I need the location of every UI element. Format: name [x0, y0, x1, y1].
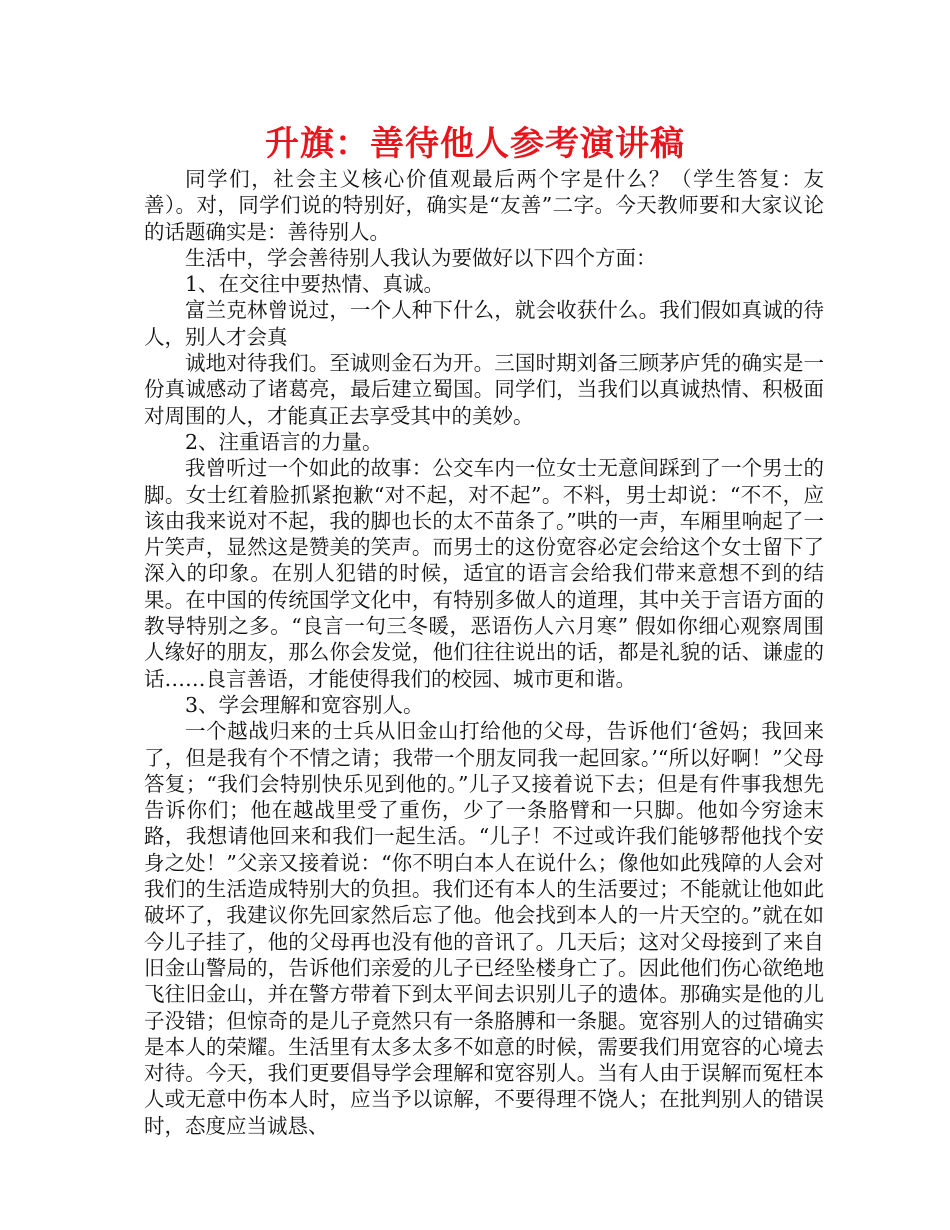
document-body	[144, 166, 824, 1139]
paragraph-franklin: 富兰克林曾说过，一个人种下什么，就会收获什么。我们假如真诚的待人，别人才会真	[144, 298, 824, 349]
paragraph-sincerity: 诚地对待我们。至诚则金石为开。三国时期刘备三顾茅庐凭的确实是一份真诚感动了诸葛亮，最后建立蜀国。同学们，当我们以真诚热情、积极面对周围的人，才能真正去享受其中的美妙。	[144, 351, 824, 428]
paragraph-intro: 同学们，社会主义核心价值观最后两个字是什么？（学生答复：友善）。对，同学们说的特别好，确实是“友善”二字。今天教师要和大家议论的话题确实是：善待别人。	[144, 167, 824, 244]
heading-point-1: 1、在交往中要热情、真诚。	[185, 272, 445, 297]
paragraph-four-aspects: 生活中，学会善待别人我认为要做好以下四个方面：	[185, 245, 657, 270]
document-title: 升旗：善待他人参考演讲稿	[265, 124, 685, 164]
heading-point-3: 3、学会理解和宽容别人。	[185, 692, 424, 717]
heading-point-2: 2、注重语言的力量。	[185, 429, 383, 454]
paragraph-soldier-story: 一个越战归来的士兵从旧金山打给他的父母，告诉他们‘爸妈；我回来了，但是我有个不情之请；我带一个朋友同我一起回家。’“所以好啊！”父母答复；“我们会特别快乐见到他的。”儿子又接着说下去；但是有件事我想先告诉你们；他在越战里受了重伤，少了一条胳臂和一只脚。他如今穷途末路，我想请他回来和我们一起生活。“儿子！不过或许我们能够帮他找个安身之处！”父亲又接着说：“你不明白本人在说什么；像他如此残障的人会对我们的生活造成特别大的负担。我们还有本人的生活要过；不能就让他如此破坏了，我建议你先回家然后忘了他。他会找到本人的一片天空的。”就在如今儿子挂了，他的父母再也没有他的音讯了。几天后；这对父母接到了来自旧金山警局的，告诉他们亲爱的儿子已经坠楼身亡了。因此他们伤心欲绝地飞往旧金山，并在警方带着下到太平间去识别儿子的遗体。那确实是他的儿子没错；但惊奇的是儿子竟然只有一条胳膊和一条腿。宽容别人的过错确实是本人的荣耀。生活里有太多太多不如意的时候，需要我们用宽容的心境去对待。今天，我们更要倡导学会理解和宽容别人。当有人由于误解而冤枉本人或无意中伤本人时，应当予以谅解，不要得理不饶人；在批判别人的错误时，态度应当诚恳、	[144, 719, 824, 1138]
paragraph-bus-story: 我曾听过一个如此的故事：公交车内一位女士无意间踩到了一个男士的脚。女士红着脸抓紧抱歉“对不起，对不起”。不料，男士却说：“不不，应该由我来说对不起，我的脚也长的太不苗条了。”哄的一声，车厢里响起了一片笑声，显然这是赞美的笑声。而男士的这份宽容必定会给这个女士留下了深入的印象。在别人犯错的时候，适宜的语言会给我们带来意想不到的结果。在中国的传统国学文化中，有特别多做人的道理，其中关于言语方面的教导特别之多。“良言一句三冬暖，恶语伤人六月寒” 假如你细心观察周围人缘好的朋友，那么你会发觉，他们往往说出的话，都是礼貌的话、谦虚的话……良言善语，才能使得我们的校园、城市更和谐。	[144, 456, 824, 691]
